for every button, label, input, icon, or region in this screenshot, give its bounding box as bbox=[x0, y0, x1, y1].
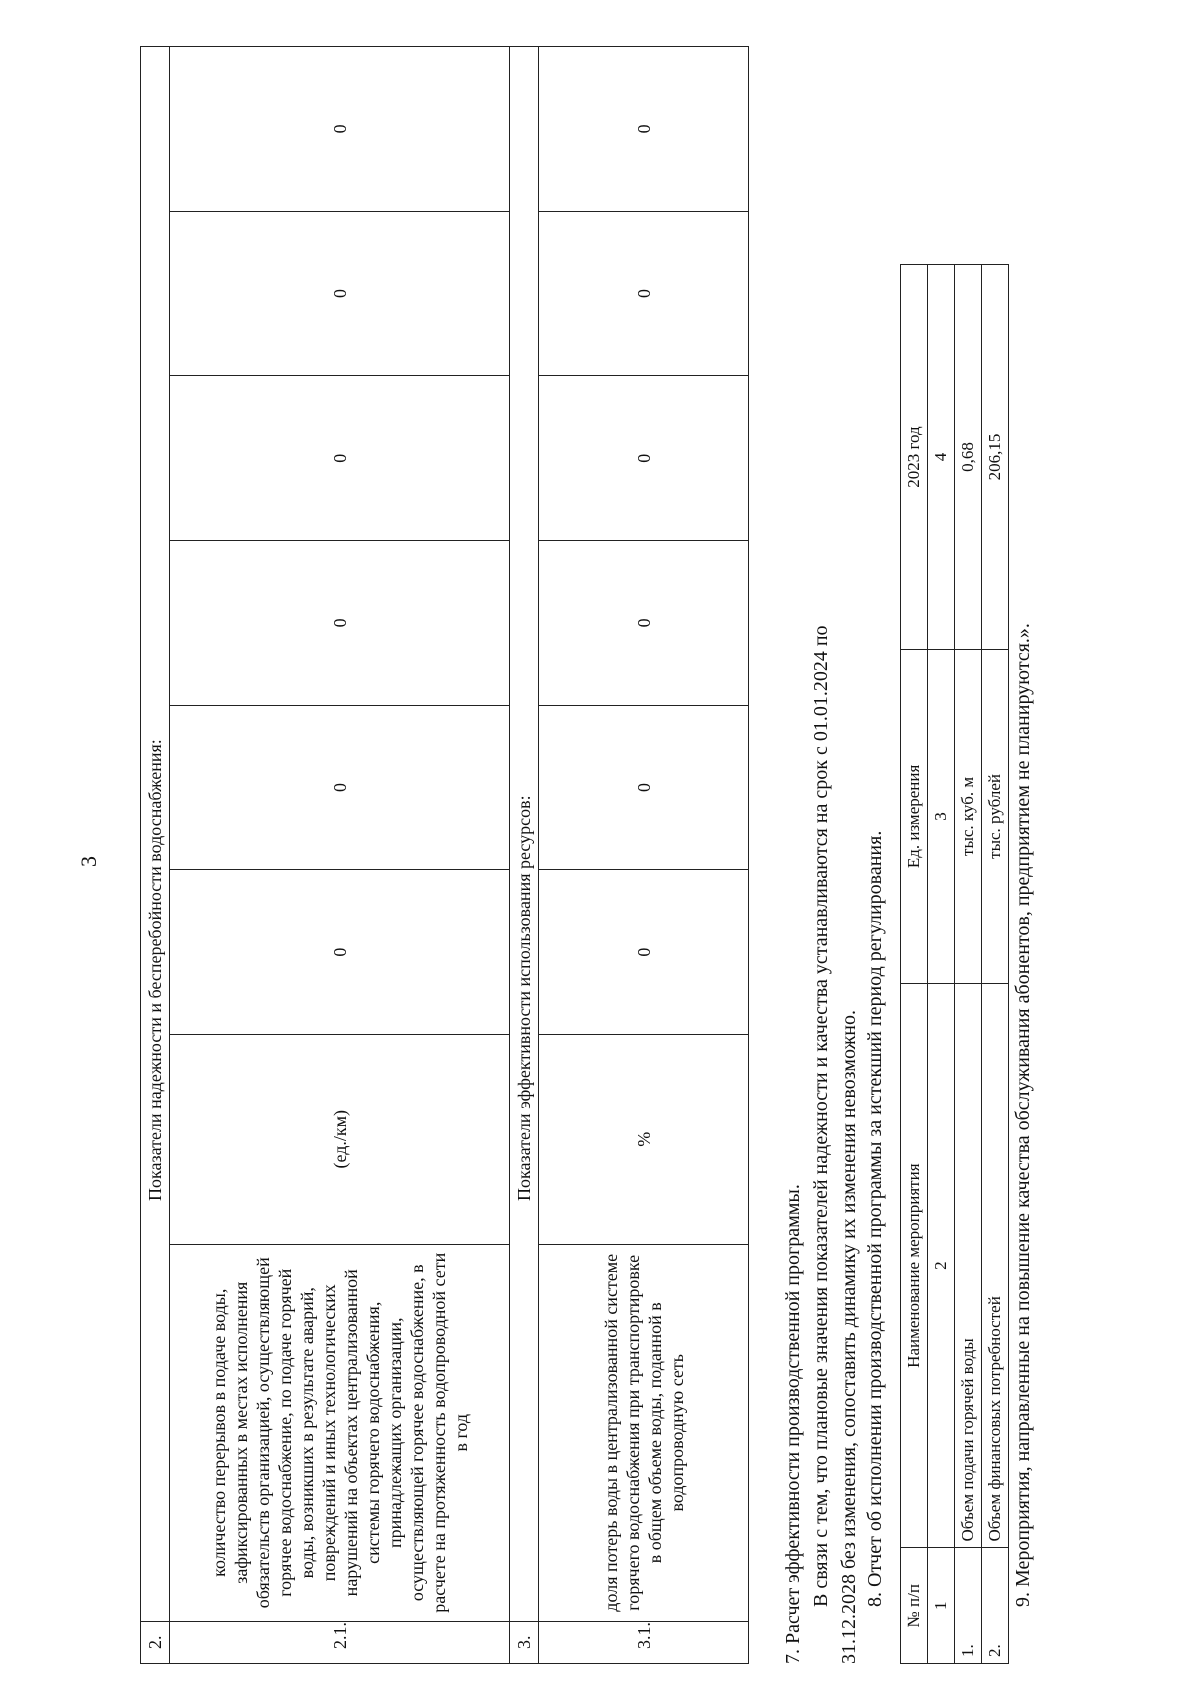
measure-unit: тыс. рублей bbox=[982, 650, 1009, 984]
section-3-header-row bbox=[510, 47, 539, 1664]
indicator-value: 0 bbox=[539, 705, 749, 870]
row-number: 2.1. bbox=[170, 1622, 510, 1664]
table-row bbox=[982, 265, 1009, 1664]
indicator-value: 0 bbox=[170, 705, 510, 870]
row-number: 3.1. bbox=[539, 1622, 749, 1664]
report-colnum-row bbox=[928, 265, 955, 1664]
section-7-text-line2: 31.12.2028 без изменения, сопоставить динамику их изменения невозможно. bbox=[838, 1010, 860, 1664]
section-2-number: 2. bbox=[141, 1622, 170, 1664]
section-3-title: Показатели эффективности использования ресурсов: bbox=[510, 47, 539, 1622]
table-row bbox=[955, 265, 982, 1664]
indicator-value: 0 bbox=[539, 541, 749, 706]
indicator-unit: (ед./км) bbox=[170, 1034, 510, 1244]
section-9-text: 9. Мероприятия, направленные на повышение качества обслуживания абонентов, предприятием не планируются.». bbox=[1012, 623, 1034, 1607]
indicator-name: доля потерь воды в централизованной системе горячего водоснабжения при транспортировке в общем объеме воды, поданной в водопроводную сеть bbox=[539, 1244, 749, 1621]
indicator-value: 0 bbox=[539, 47, 749, 212]
indicator-value: 0 bbox=[539, 376, 749, 541]
section-7-text-line1: В связи с тем, что плановые значения показателей надежности и качества устанавливаются на срок с 01.01.2024 по bbox=[810, 625, 832, 1607]
column-number: 1 bbox=[928, 1548, 955, 1664]
column-header: № п/п bbox=[901, 1548, 928, 1664]
indicator-value: 0 bbox=[170, 870, 510, 1035]
measure-value: 206,15 bbox=[982, 265, 1009, 650]
indicator-value: 0 bbox=[170, 376, 510, 541]
page-number: 3 bbox=[76, 856, 101, 867]
section-3-number: 3. bbox=[510, 1622, 539, 1664]
column-header: 2023 год bbox=[901, 265, 928, 650]
indicator-unit: % bbox=[539, 1034, 749, 1244]
row-number: 2. bbox=[982, 1548, 1009, 1664]
measure-name: Объем финансовых потребностей bbox=[982, 983, 1009, 1548]
column-header: Ед. измерения bbox=[901, 650, 928, 984]
indicator-value: 0 bbox=[539, 870, 749, 1035]
column-number: 3 bbox=[928, 650, 955, 984]
section-8-heading: 8. Отчет об исполнении производственной программы за истекший период регулирования. bbox=[864, 830, 886, 1607]
measure-name: Объем подачи горячей воды bbox=[955, 983, 982, 1548]
table-row bbox=[170, 47, 510, 1664]
section-2-header-row bbox=[141, 47, 170, 1664]
indicator-value: 0 bbox=[170, 211, 510, 376]
row-number: 1. bbox=[955, 1548, 982, 1664]
indicator-name: количество перерывов в подаче воды, зафиксированных в местах исполнения обязательств организацией, осуществляющей горячее водоснабжение, по подаче горячей воды, возникших в результате аварий, повреждений и иных технологических нарушений на объектах централизованной системы горячего водоснабжения, принадлежащих организации, осуществляющей горячее водоснабжение, в расчете на протяженность водопроводной сети в год bbox=[170, 1244, 510, 1621]
indicator-value: 0 bbox=[170, 541, 510, 706]
indicator-value: 0 bbox=[539, 211, 749, 376]
section-7-heading: 7. Расчет эффективности производственной программы. bbox=[782, 1184, 804, 1664]
indicators-table bbox=[140, 46, 749, 1664]
measure-value: 0,68 bbox=[955, 265, 982, 650]
column-number: 4 bbox=[928, 265, 955, 650]
column-number: 2 bbox=[928, 983, 955, 1548]
column-header: Наименование мероприятия bbox=[901, 983, 928, 1548]
section-2-title: Показатели надежности и бесперебойности водоснабжения: bbox=[141, 47, 170, 1622]
measure-unit: тыс. куб. м bbox=[955, 650, 982, 984]
report-header-row bbox=[901, 265, 928, 1664]
indicator-value: 0 bbox=[170, 47, 510, 212]
table-row bbox=[539, 47, 749, 1664]
report-table bbox=[900, 264, 1009, 1664]
